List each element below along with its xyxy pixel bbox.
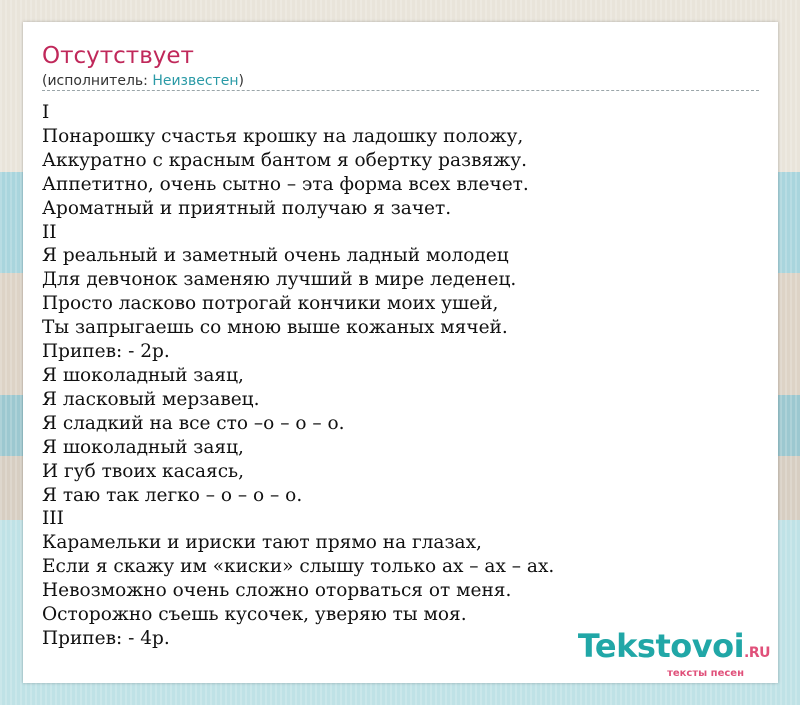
site-logo[interactable]: [578, 629, 770, 679]
lyrics-text: [42, 101, 759, 651]
artist-line: [42, 72, 244, 90]
artist-prefix: (исполнитель:: [42, 73, 153, 89]
lyric-line: Карамельки и ириски тают прямо на глазах,: [42, 532, 482, 554]
lyric-line: Если я скажу им «киски» слышу только ах – ах – ах.: [42, 556, 555, 578]
lyric-line: Аккуратно с красным бантом я обертку развяжу.: [42, 149, 527, 171]
lyric-line: Ты запрыгаешь со мною выше кожаных мячей.: [42, 317, 508, 339]
lyric-line: Я таю так легко – о – о – о.: [42, 484, 303, 506]
logo-tld: .RU: [744, 645, 770, 661]
logo-tagline: тексты песен: [667, 668, 744, 679]
lyric-line: I: [42, 102, 50, 123]
lyric-line: Ароматный и приятный получаю я зачет.: [42, 197, 452, 219]
lyric-line: Осторожно съешь кусочек, уверяю ты моя.: [42, 604, 467, 626]
lyric-line: И губ твоих касаясь,: [42, 460, 245, 482]
logo-name: Tekstovoi: [577, 627, 745, 665]
lyric-line: Припев: - 4р.: [42, 627, 170, 649]
lyric-line: Я реальный и заметный очень ладный молодец: [42, 245, 509, 267]
logo-wordmark: [578, 629, 770, 670]
lyrics-card: [23, 22, 778, 683]
lyric-line: Аппетитно, очень сытно – эта форма всех влечет.: [42, 173, 529, 195]
lyric-line: Невозможно очень сложно оторваться от меня.: [42, 580, 512, 602]
artist-suffix: ): [238, 73, 244, 89]
lyric-line: Для девчонок заменяю лучший в мире леденец.: [42, 269, 517, 291]
title-divider: [42, 90, 759, 91]
song-title: Отсутствует: [42, 43, 194, 69]
lyric-line: Я ласковый мерзавец.: [42, 388, 260, 410]
lyric-line: Я шоколадный заяц,: [42, 436, 244, 458]
artist-link[interactable]: Неизвестен: [152, 73, 239, 89]
lyric-line: Я сладкий на все сто –о – о – о.: [42, 412, 345, 434]
lyric-line: Я шоколадный заяц,: [42, 364, 244, 386]
lyric-line: III: [42, 508, 64, 530]
lyric-line: Припев: - 2р.: [42, 341, 170, 363]
lyric-line: II: [42, 221, 57, 243]
lyric-line: Просто ласково потрогай кончики моих ушей,: [42, 293, 499, 315]
lyric-line: Понарошку счастья крошку на ладошку положу,: [42, 125, 524, 147]
